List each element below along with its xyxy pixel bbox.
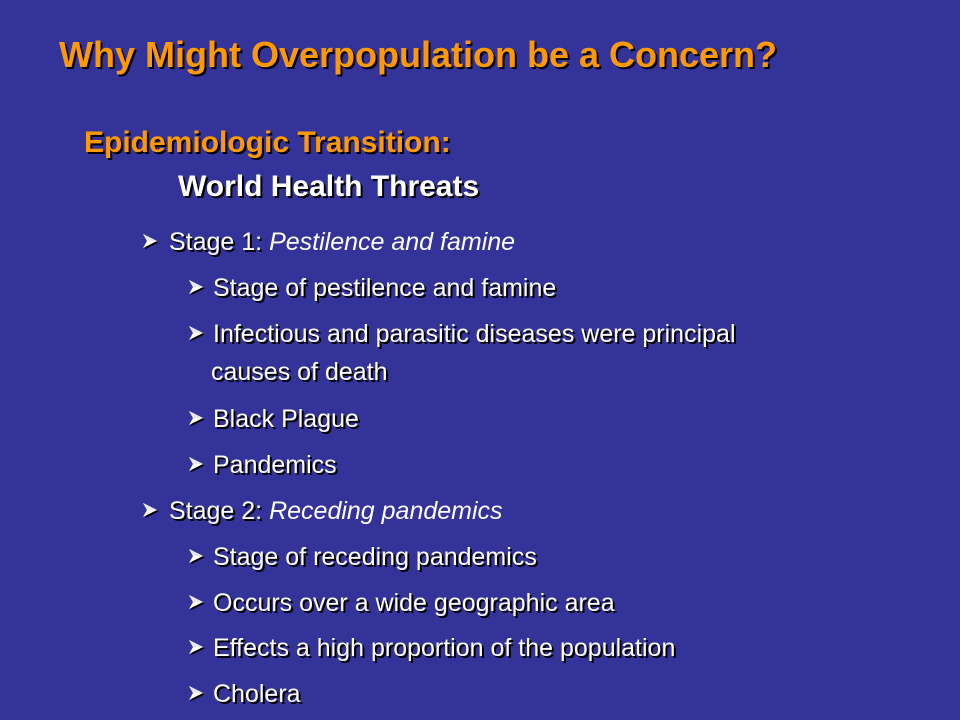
right-arrow-bullet-icon — [186, 592, 208, 612]
stage-1-label: Stage 1: — [169, 228, 270, 256]
list-item-text: Effects a high proportion of the population — [213, 634, 676, 662]
list-item — [186, 631, 675, 665]
list-item — [186, 586, 615, 620]
right-arrow-bullet-icon — [186, 323, 208, 343]
list-item — [186, 271, 556, 305]
list-item-text: Black Plague — [213, 405, 359, 433]
list-item-text: Cholera — [213, 680, 301, 708]
right-arrow-bullet-icon — [140, 500, 162, 520]
slide-subtitle: Epidemiologic Transition: — [84, 126, 451, 159]
list-item-continuation: causes of death — [211, 358, 388, 386]
right-arrow-bullet-icon — [186, 277, 208, 297]
list-item — [186, 402, 359, 436]
list-item — [186, 540, 537, 574]
slide-subtitle-secondary: World Health Threats — [178, 170, 480, 203]
slide-title: Why Might Overpopulation be a Concern? — [59, 34, 778, 75]
list-item — [186, 677, 301, 711]
stage-2-bullet — [140, 494, 503, 528]
list-item-text: Pandemics — [213, 451, 337, 479]
list-item-text: Infectious and parasitic diseases were principal — [213, 320, 736, 348]
stage-2-label: Stage 2: — [169, 497, 270, 525]
list-item-text: Occurs over a wide geographic area — [213, 589, 615, 617]
right-arrow-bullet-icon — [186, 546, 208, 566]
stage-1-name: Pestilence and famine — [269, 228, 516, 256]
list-item-text: Stage of pestilence and famine — [213, 274, 557, 302]
right-arrow-bullet-icon — [186, 683, 208, 703]
right-arrow-bullet-icon — [186, 408, 208, 428]
list-item-text: Stage of receding pandemics — [213, 543, 537, 571]
list-item — [186, 317, 736, 351]
list-item — [186, 448, 337, 482]
right-arrow-bullet-icon — [186, 637, 208, 657]
stage-1-bullet — [140, 225, 515, 259]
right-arrow-bullet-icon — [186, 454, 208, 474]
stage-2-name: Receding pandemics — [269, 497, 503, 525]
right-arrow-bullet-icon — [140, 231, 162, 251]
